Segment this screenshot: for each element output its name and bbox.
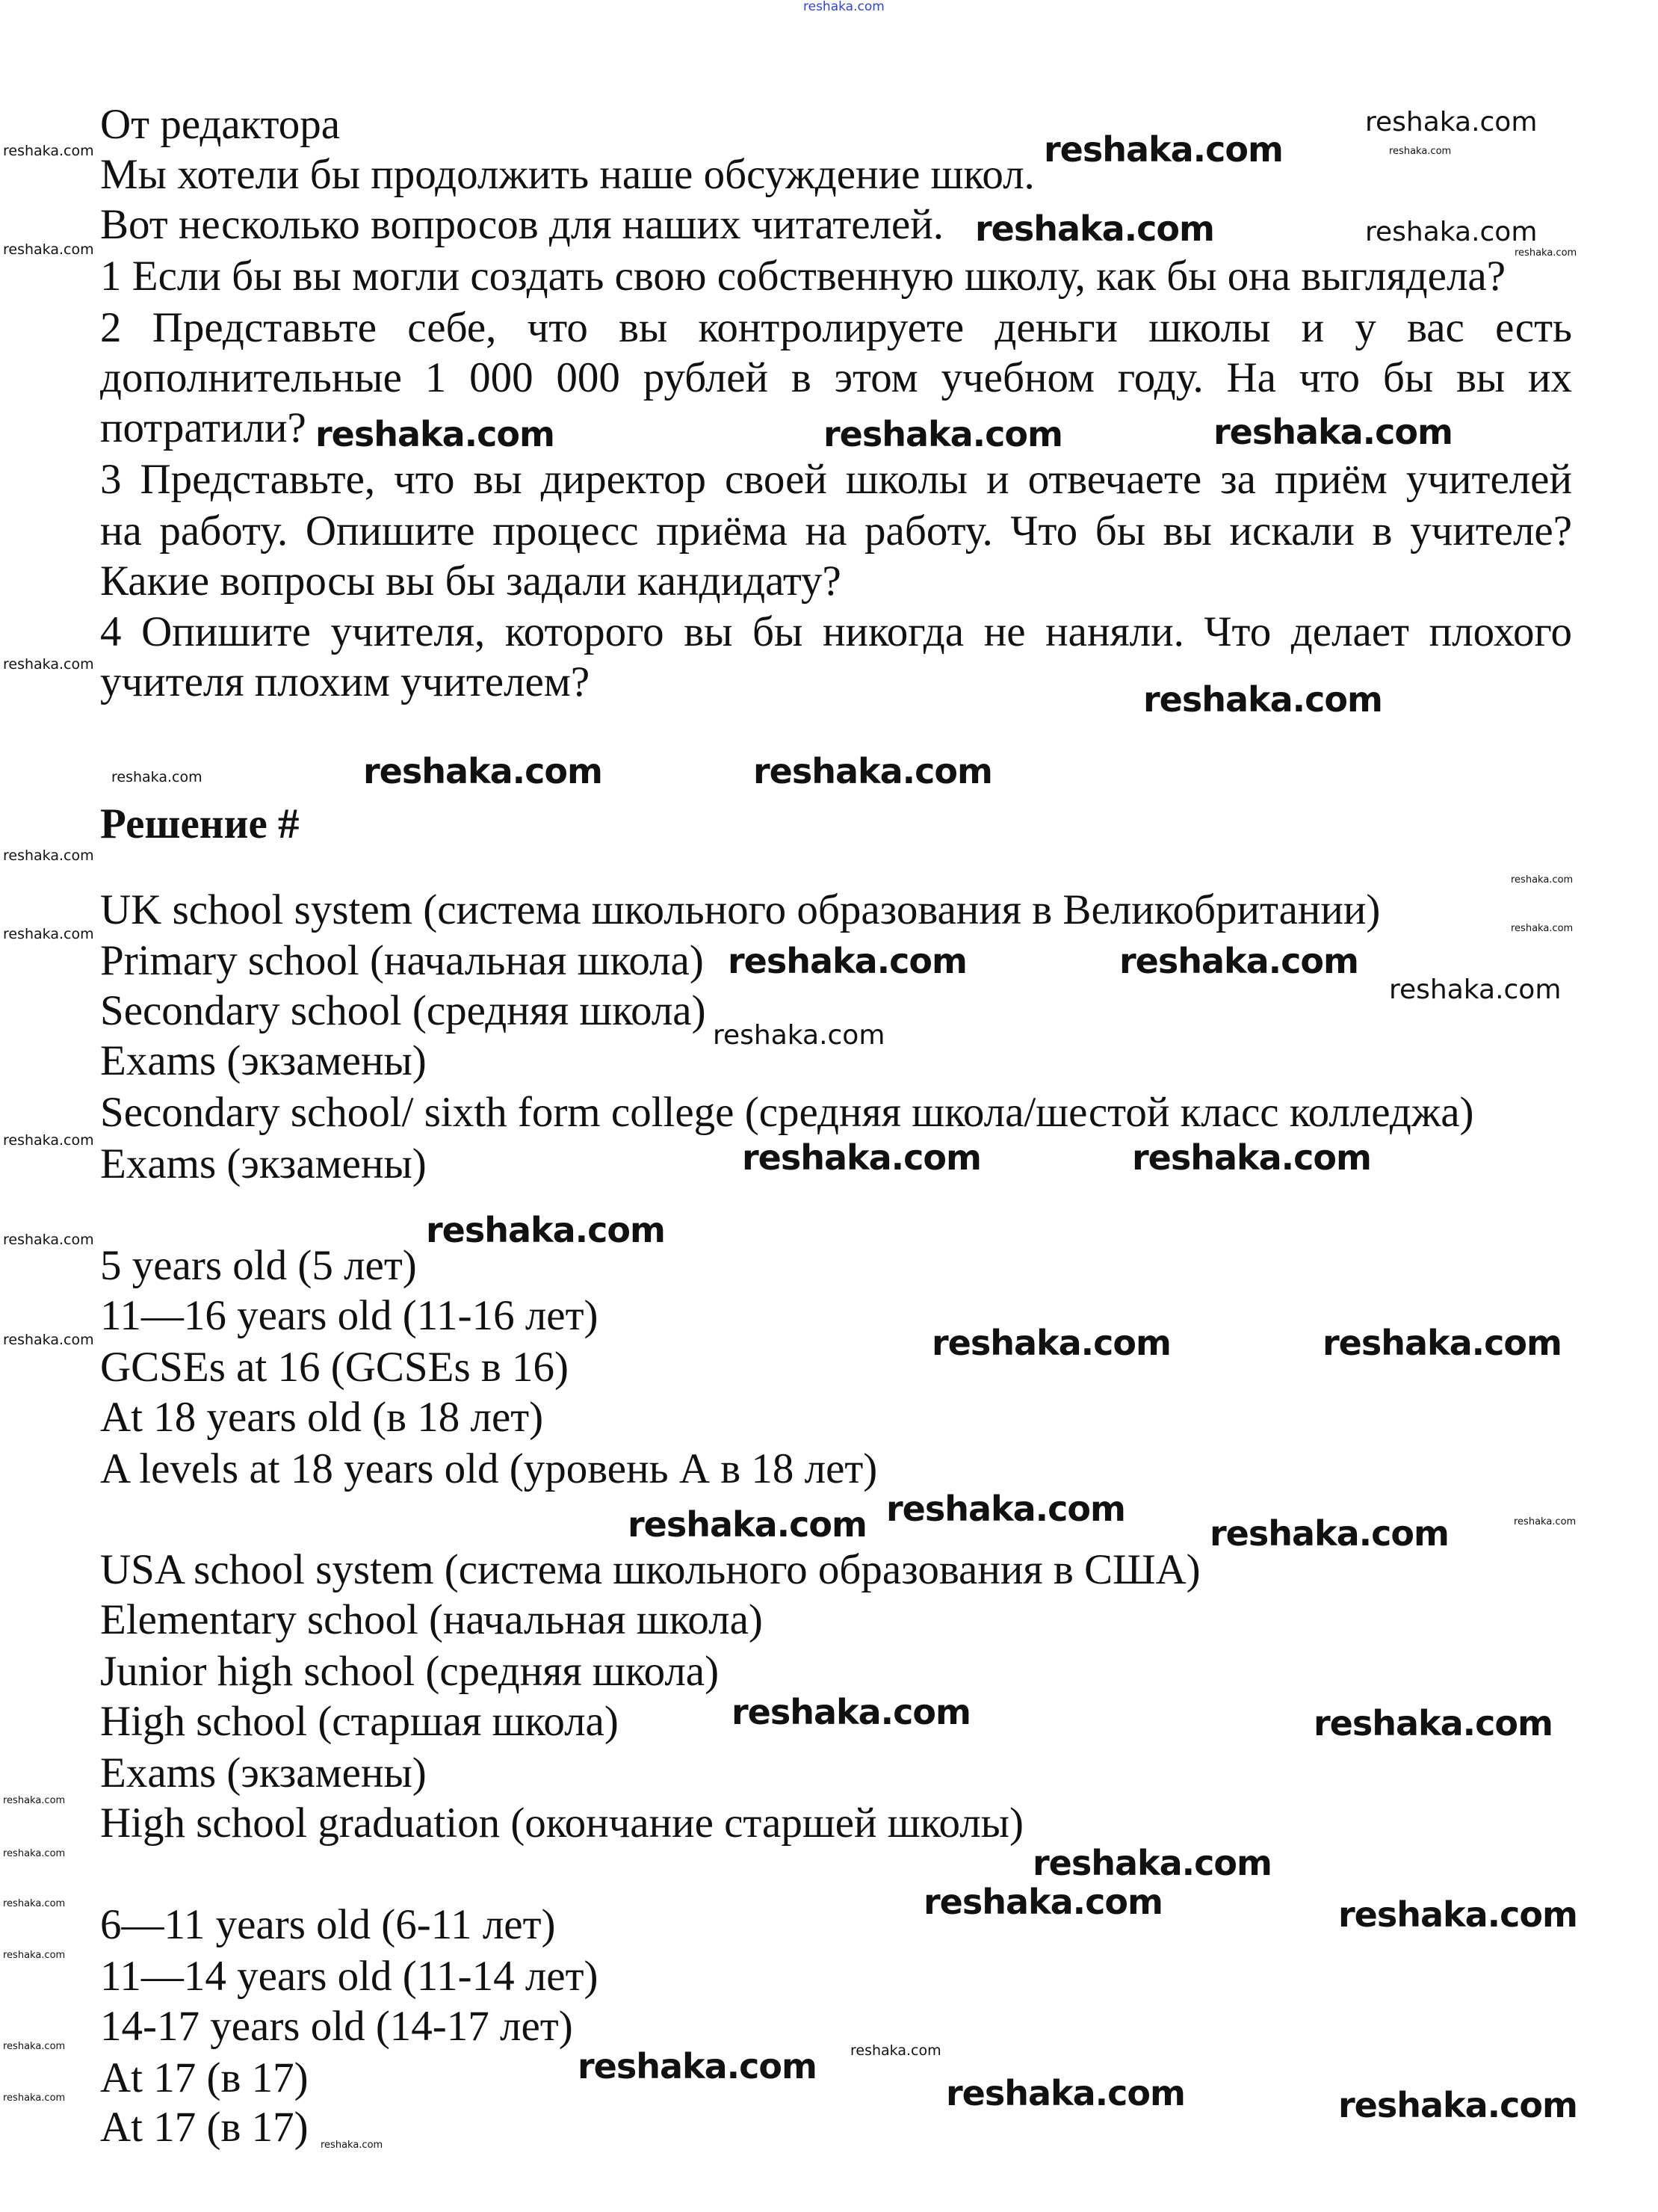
watermark-text: reshaka.com	[1314, 1703, 1553, 1743]
usa-age: 6—11 years old (6-11 лет)	[100, 1901, 556, 1948]
uk-age: GCSEs at 16 (GCSEs в 16)	[100, 1344, 569, 1391]
watermark-text: reshaka.com	[1365, 107, 1538, 138]
solution-title: Решение #	[100, 800, 300, 847]
watermark-text: reshaka.com	[886, 1489, 1125, 1529]
watermark-text: reshaka.com	[3, 1332, 94, 1348]
uk-age: 5 years old (5 лет)	[100, 1242, 417, 1289]
uk-item: Secondary school (средняя школа)	[100, 987, 706, 1034]
watermark-text: reshaka.com	[753, 751, 992, 791]
watermark-text: reshaka.com	[3, 1950, 66, 1961]
watermark-text: reshaka.com	[363, 751, 602, 791]
usa-age: At 17 (в 17)	[100, 2054, 309, 2101]
usa-item: High school (старшая школа)	[100, 1698, 619, 1745]
question-2-cont: дополнительные 1 000 000 рублей в этом учебном году. На что бы вы их	[100, 354, 1572, 401]
usa-item: High school graduation (окончание старшей школы)	[100, 1799, 1024, 1847]
watermark-text: reshaka.com	[823, 414, 1062, 454]
watermark-text: reshaka.com	[111, 769, 202, 785]
watermark-text: reshaka.com	[3, 1232, 94, 1248]
watermark-text: reshaka.com	[1511, 874, 1574, 886]
watermark-text: reshaka.com	[1143, 679, 1382, 720]
question-3-cont: на работу. Опишите процесс приёма на работу. Что бы вы искали в учителе?	[100, 507, 1572, 554]
watermark-text: reshaka.com	[628, 1504, 867, 1545]
watermark-text: reshaka.com	[315, 414, 554, 454]
question-4: 4 Опишите учителя, которого вы бы никогда не наняли. Что делает плохого	[100, 608, 1572, 655]
watermark-text: reshaka.com	[3, 1132, 94, 1149]
watermark-text: reshaka.com	[728, 941, 967, 981]
question-3: 3 Представьте, что вы директор своей школы и отвечаете за приём учителей	[100, 456, 1572, 503]
watermark-text: reshaka.com	[3, 1848, 66, 1859]
watermark-text: reshaka.com	[803, 0, 885, 14]
watermark-text: reshaka.com	[3, 1898, 66, 1909]
usa-item: Elementary school (начальная школа)	[100, 1596, 763, 1643]
question-2-end: потратили?	[100, 404, 306, 451]
watermark-text: reshaka.com	[1119, 941, 1358, 981]
uk-age: At 18 years old (в 18 лет)	[100, 1394, 544, 1441]
text-line: Мы хотели бы продолжить наше обсуждение школ.	[100, 151, 1035, 198]
watermark-text: reshaka.com	[1213, 412, 1453, 452]
watermark-text: reshaka.com	[3, 143, 94, 159]
watermark-text: reshaka.com	[1511, 923, 1574, 934]
usa-age: 11—14 years old (11-14 лет)	[100, 1953, 598, 2000]
usa-item: Exams (экзамены)	[100, 1749, 427, 1797]
watermark-text: reshaka.com	[975, 208, 1214, 249]
uk-age: 11—16 years old (11-16 лет)	[100, 1292, 598, 1339]
watermark-text: reshaka.com	[1033, 1843, 1272, 1883]
watermark-text: reshaka.com	[3, 847, 94, 864]
question-2: 2 Представьте себе, что вы контролируете деньги школы и у вас есть	[100, 304, 1572, 351]
watermark-text: reshaka.com	[713, 1020, 885, 1051]
watermark-text: reshaka.com	[1389, 974, 1562, 1005]
watermark-text: reshaka.com	[1044, 129, 1283, 170]
usa-item: Junior high school (средняя школа)	[100, 1648, 720, 1695]
watermark-text: reshaka.com	[1323, 1323, 1562, 1363]
uk-age: A levels at 18 years old (уровень А в 18 лет)	[100, 1445, 878, 1492]
usa-age: At 17 (в 17)	[100, 2104, 309, 2151]
uk-item: Exams (экзамены)	[100, 1140, 427, 1187]
usa-age: 14-17 years old (14-17 лет)	[100, 2003, 573, 2050]
uk-item: Primary school (начальная школа)	[100, 937, 704, 984]
watermark-text: reshaka.com	[850, 2042, 941, 2059]
watermark-text: reshaka.com	[924, 1882, 1163, 1922]
watermark-text: reshaka.com	[1365, 217, 1538, 247]
editor-title: От редактора	[100, 101, 341, 148]
watermark-text: reshaka.com	[1338, 2085, 1577, 2125]
watermark-text: reshaka.com	[1514, 1516, 1577, 1527]
uk-item: UK school system (система школьного образования в Великобритании)	[100, 886, 1381, 933]
text-line: Вот несколько вопросов для наших читателей.	[100, 201, 944, 248]
watermark-text: reshaka.com	[3, 2041, 66, 2052]
uk-item: Secondary school/ sixth form college (средняя школа/шестой класс колледжа)	[100, 1089, 1474, 1136]
question-4-end: учителя плохим учителем?	[100, 658, 590, 705]
watermark-text: reshaka.com	[946, 2073, 1185, 2113]
watermark-text: reshaka.com	[3, 926, 94, 942]
watermark-text: reshaka.com	[1389, 146, 1452, 157]
watermark-text: reshaka.com	[1515, 247, 1577, 259]
uk-item: Exams (экзамены)	[100, 1037, 427, 1084]
usa-item: USA school system (система школьного образования в США)	[100, 1546, 1201, 1593]
watermark-text: reshaka.com	[1338, 1894, 1577, 1935]
watermark-text: reshaka.com	[3, 1795, 66, 1806]
watermark-text: reshaka.com	[578, 2046, 817, 2086]
watermark-text: reshaka.com	[321, 2140, 383, 2151]
watermark-text: reshaka.com	[932, 1323, 1171, 1363]
question-3-end: Какие вопросы вы бы задали кандидату?	[100, 557, 841, 605]
question-1: 1 Если бы вы могли создать свою собственную школу, как бы она выглядела?	[100, 253, 1506, 300]
watermark-text: reshaka.com	[1210, 1513, 1449, 1554]
watermark-text: reshaka.com	[3, 2092, 66, 2104]
watermark-text: reshaka.com	[742, 1137, 981, 1178]
watermark-text: reshaka.com	[3, 656, 94, 673]
watermark-text: reshaka.com	[1132, 1137, 1371, 1178]
watermark-text: reshaka.com	[731, 1692, 971, 1732]
watermark-text: reshaka.com	[426, 1210, 665, 1250]
watermark-text: reshaka.com	[3, 241, 94, 258]
